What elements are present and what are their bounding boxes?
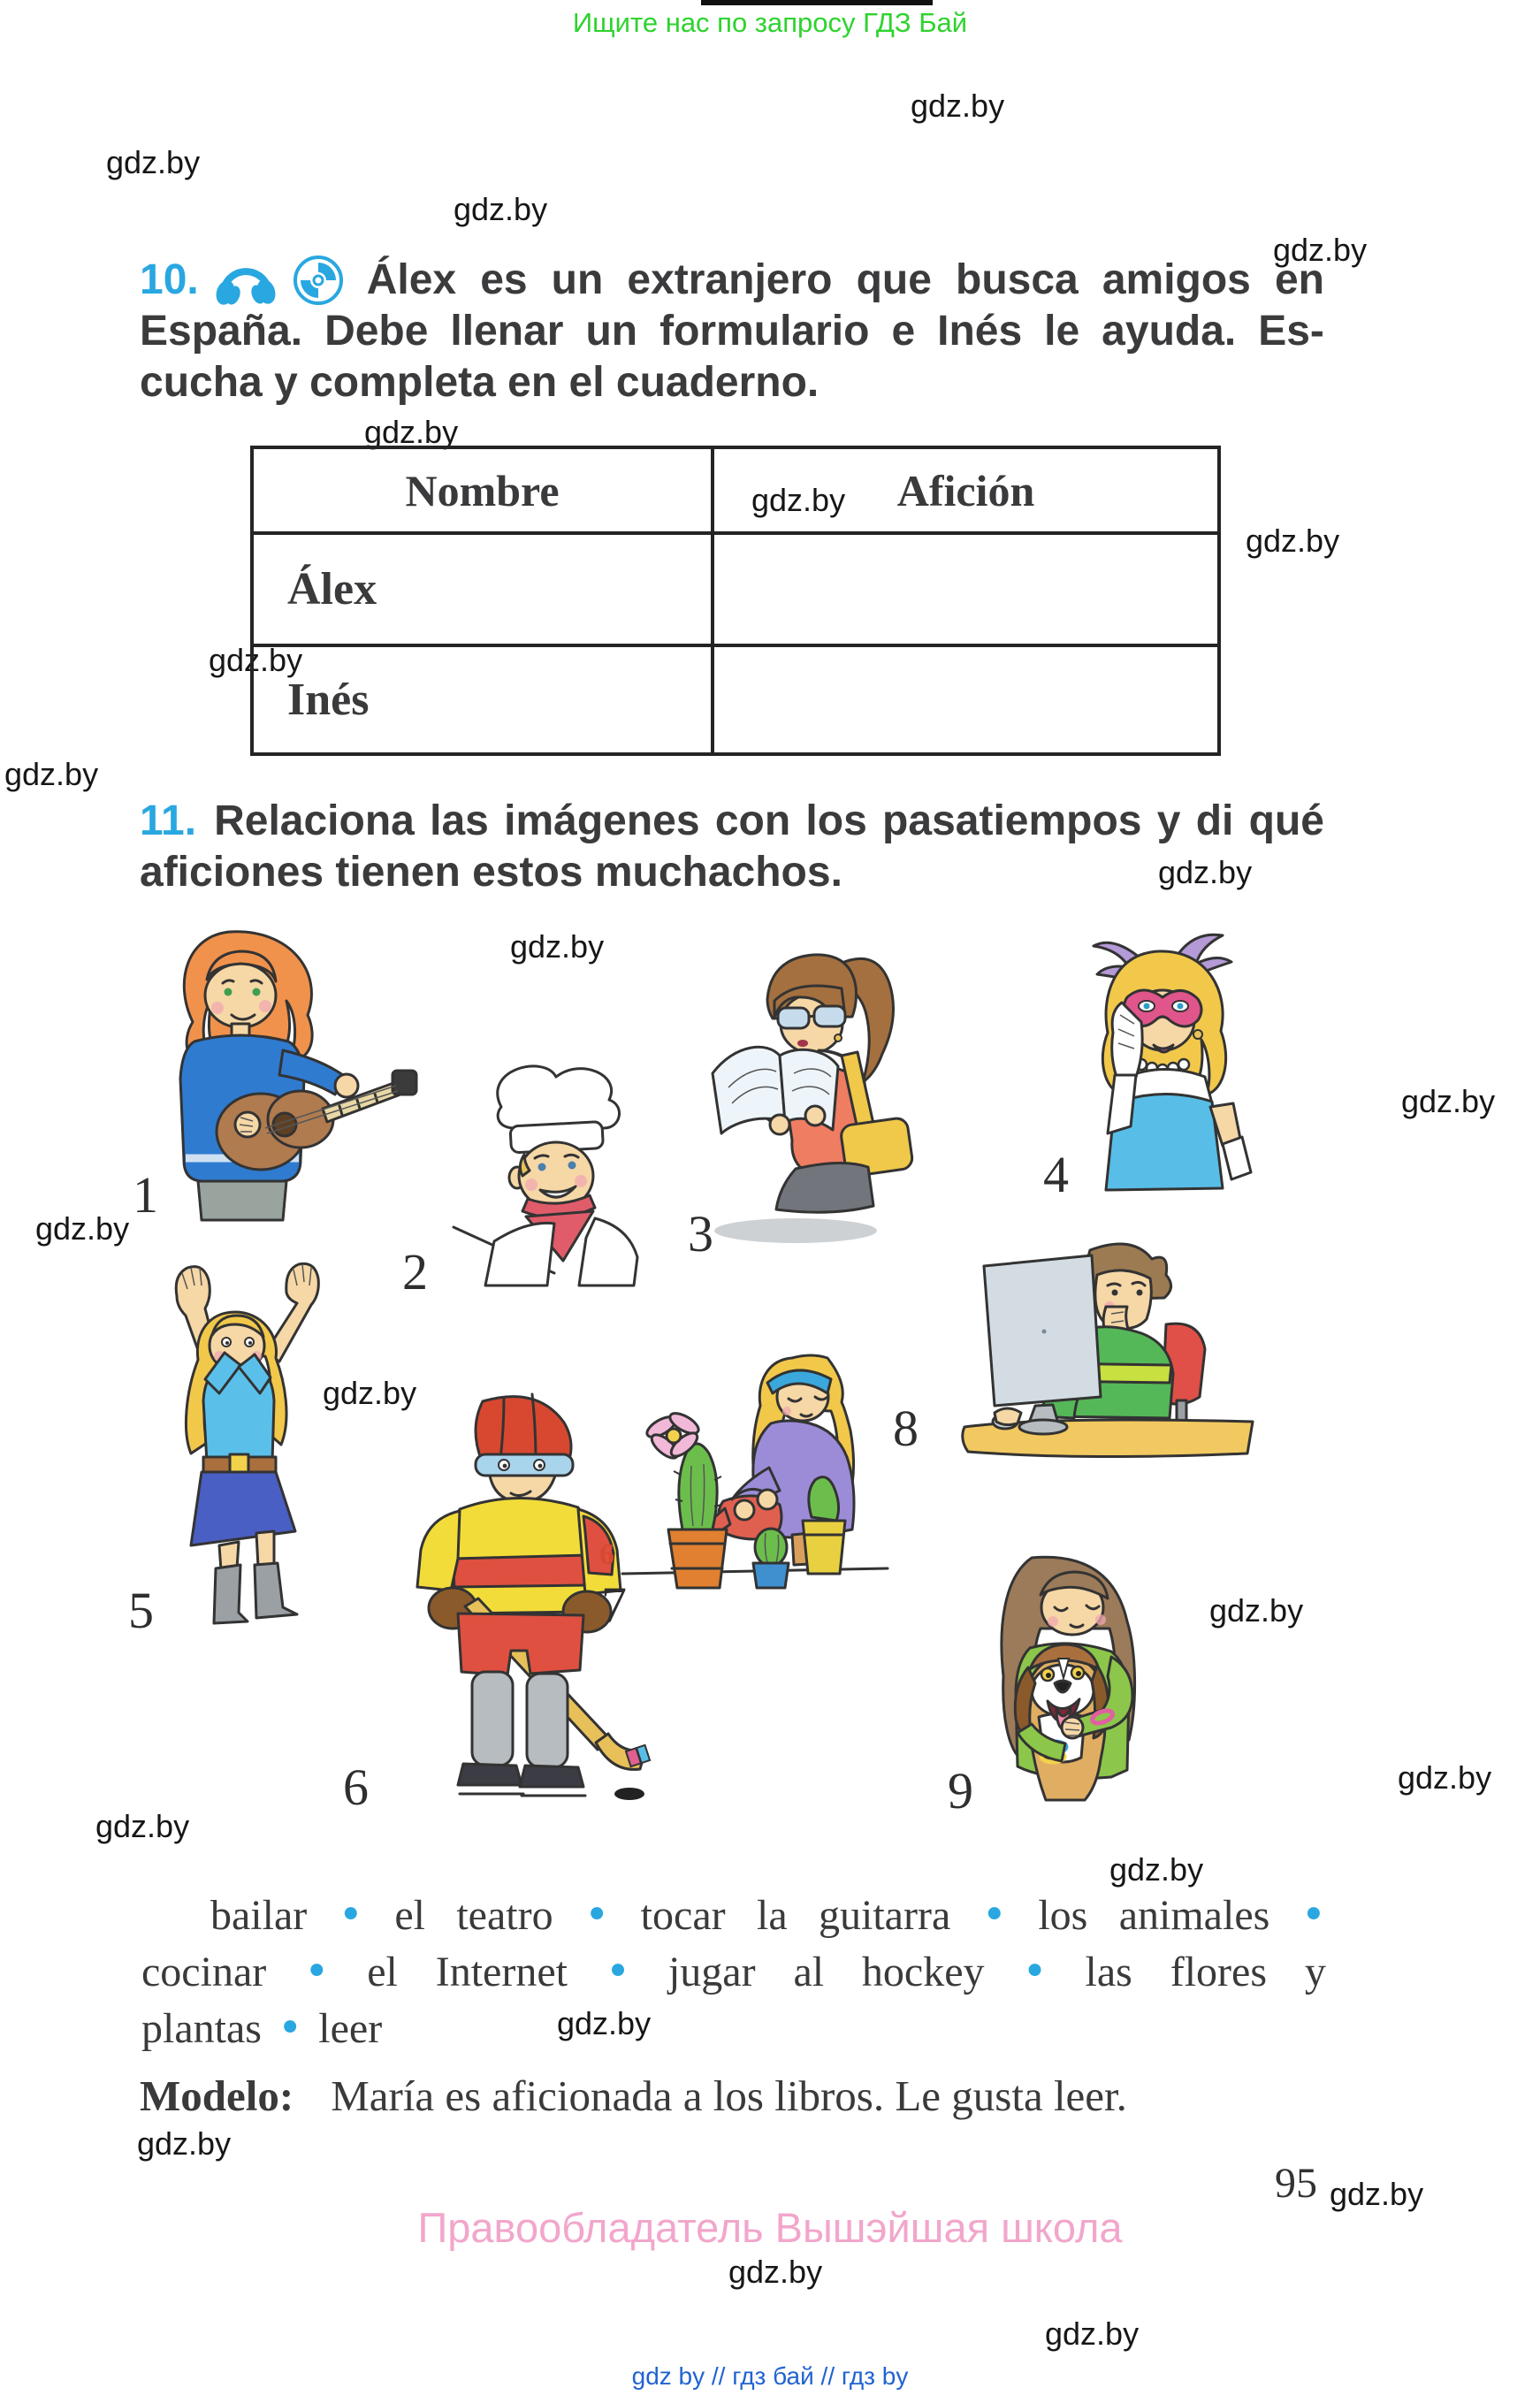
watermark: gdz.by — [137, 2125, 232, 2162]
exercise-10-line-3: cucha y completa en el cuaderno. — [140, 359, 820, 406]
scan-artifact-bar — [701, 0, 933, 5]
watermark: gdz.by — [1045, 2315, 1140, 2352]
watermark: gdz.by — [1209, 1592, 1304, 1629]
figure-girl-playing-guitar — [141, 927, 415, 1227]
figure-girl-reading — [690, 939, 946, 1248]
watermark: gdz.by — [1109, 1851, 1204, 1888]
promo-header: Ищите нас по запросу ГДЗ Бай — [572, 7, 968, 38]
watermark: gdz.by — [4, 756, 99, 792]
table-header-nombre: Nombre — [254, 449, 714, 535]
exercise-11-text: Relaciona las imágenes con los pasatiempos y di qué — [214, 797, 1324, 844]
watermark: gdz.by — [728, 2254, 823, 2290]
figure-number-2: 2 — [402, 1243, 428, 1301]
word-bank-line-3: plantas • leer — [141, 2003, 383, 2053]
figure-number-9: 9 — [948, 1762, 973, 1819]
watermark: gdz.by — [35, 1210, 130, 1247]
figure-girl-dancing — [131, 1257, 343, 1629]
exercise-11-line-2: aficiones tienen estos muchachos. — [140, 849, 842, 896]
audio-icons — [213, 254, 346, 307]
jersey-number: 6 — [599, 1538, 614, 1571]
exercise-number: 10. — [140, 256, 199, 303]
watermark: gdz.by — [1398, 1759, 1492, 1796]
watermark: gdz.by — [911, 88, 1005, 124]
figure-girl-theater-mask — [1065, 927, 1269, 1209]
exercise-10-text: Álex es un extranjero que busca amigos en — [366, 256, 1324, 303]
exercise-10 — [140, 255, 1324, 408]
hobby-table — [250, 446, 1221, 756]
watermark: gdz.by — [106, 144, 201, 180]
table-cell-ines-hobby — [714, 647, 1217, 752]
watermark: gdz.by — [557, 2005, 652, 2041]
figure-number-4: 4 — [1043, 1146, 1069, 1203]
headphones-icon — [213, 254, 278, 307]
watermark: gdz.by — [1273, 232, 1368, 268]
modelo-label: Modelo: — [140, 2071, 294, 2120]
figure-number-7: 7 — [601, 1576, 627, 1634]
figure-boy-cook — [446, 1052, 681, 1286]
figure-number-3: 3 — [688, 1205, 713, 1263]
watermark: gdz.by — [95, 1808, 190, 1844]
watermark: gdz.by — [1158, 854, 1253, 890]
figure-girl-with-dog — [977, 1544, 1171, 1809]
table-cell-alex-hobby — [714, 535, 1217, 647]
figure-number-8: 8 — [893, 1400, 919, 1457]
footer-links: gdz by // гдз бай // гдз by — [631, 2362, 909, 2390]
page-number: 95 — [1275, 2160, 1317, 2207]
exercise-10-line-2: España. Debe llenar un formulario e Inés le ayuda. Es- — [140, 308, 1324, 355]
figure-number-5: 5 — [128, 1582, 154, 1639]
figure-girl-watering-plants — [619, 1307, 893, 1625]
table-row-ines: Inés — [254, 647, 714, 752]
watermark: gdz.by — [1330, 2176, 1424, 2212]
word-bank — [141, 1887, 1326, 2056]
watermark: gdz.by — [209, 642, 303, 678]
word-bank-line-2: cocinar • el Internet • jugar al hockey • las flores y — [141, 1947, 1326, 1996]
watermark: gdz.by — [1401, 1083, 1496, 1119]
watermark: gdz.by — [1246, 523, 1340, 559]
cd-icon — [291, 254, 346, 307]
modelo-sentence: María es aficionada a los libros. Le gusta leer. — [331, 2071, 1127, 2120]
exercise-10-line-1 — [140, 255, 1324, 306]
copyright-line: Правообладатель Вышэйшая школа — [417, 2204, 1123, 2251]
figure-number-1: 1 — [133, 1166, 158, 1224]
watermark: gdz.by — [510, 928, 605, 965]
table-row-alex: Álex — [254, 535, 714, 647]
modelo-example — [140, 2071, 1342, 2121]
table-header-aficion: Afición — [714, 449, 1217, 535]
watermark: gdz.by — [454, 191, 548, 227]
exercise-11-line-1 — [140, 796, 1324, 847]
word-bank-line-1: bailar • el teatro • tocar la guitarra • los animales • — [210, 1890, 1326, 1940]
figure-number-6: 6 — [343, 1758, 369, 1816]
exercise-number: 11. — [140, 797, 197, 844]
figure-boy-at-computer — [959, 1240, 1260, 1496]
watermark: gdz.by — [323, 1375, 417, 1411]
watermark: gdz.by — [751, 482, 846, 518]
exercise-11 — [140, 796, 1324, 898]
watermark: gdz.by — [364, 414, 459, 450]
